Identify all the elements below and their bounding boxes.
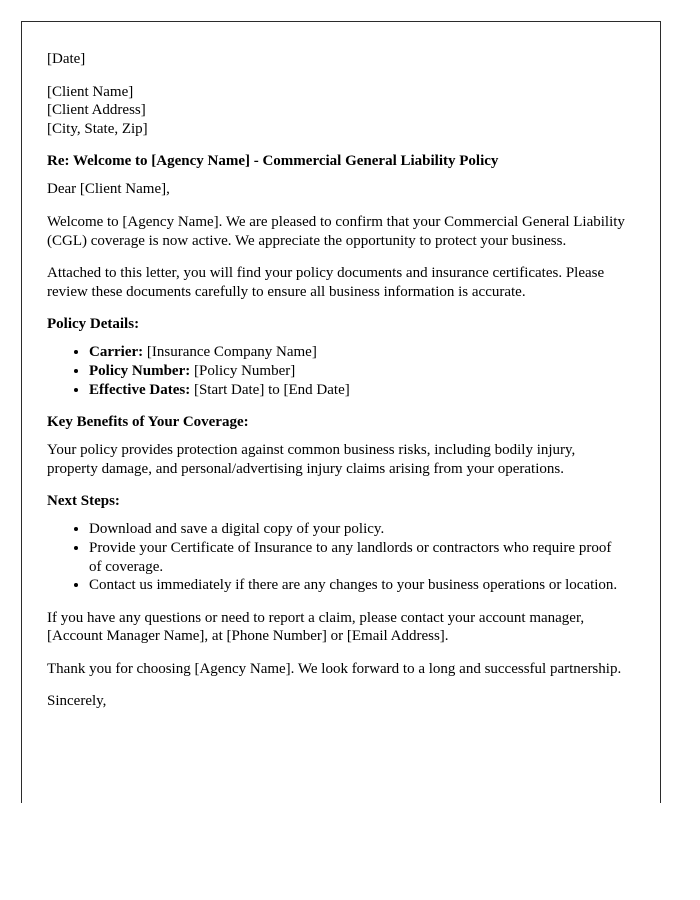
- intro-paragraph: Welcome to [Agency Name]. We are pleased to confirm that your Commercial General Liability (CGL) coverage is now active. We appreciate the opportunity to protect your business.: [47, 213, 625, 249]
- recipient-address-block: [47, 83, 627, 139]
- policy-details-list: [47, 343, 627, 399]
- attachment-paragraph: Attached to this letter, you will find your policy documents and insurance certificates. Please review these documents carefully to ensure all business information is accurate.: [47, 265, 605, 300]
- signoff: Sincerely,: [47, 693, 107, 710]
- salutation-block: [47, 180, 627, 199]
- document-page: [21, 21, 661, 803]
- policy-detail-label-policy-number: Policy Number:: [89, 362, 191, 379]
- attachment-paragraph-block: [47, 264, 627, 301]
- top-spacer: [47, 22, 627, 50]
- list-item: [89, 343, 627, 362]
- policy-detail-value-policy-number: [Policy Number]: [193, 362, 296, 379]
- contact-paragraph-block: [47, 609, 627, 646]
- date-line: [Date]: [47, 51, 86, 67]
- closing-paragraph: Thank you for choosing [Agency Name]. We look forward to a long and successful partnership.: [47, 660, 622, 677]
- key-benefits-paragraph-block: [47, 441, 627, 478]
- list-item: • Download and save a digital copy of your policy.: [89, 520, 627, 539]
- signoff-block: [47, 692, 627, 711]
- letter-body: [47, 22, 627, 711]
- policy-detail-label-carrier: Carrier:: [89, 344, 144, 361]
- policy-details-heading: Policy Details:: [47, 316, 140, 333]
- list-item: • Provide your Certificate of Insurance to any landlords or contractors who require proof of coverage.: [89, 539, 627, 576]
- date-block: [47, 50, 627, 69]
- key-benefits-heading: Key Benefits of Your Coverage:: [47, 414, 249, 431]
- next-steps-heading: Next Steps:: [47, 493, 120, 510]
- salutation: Dear [Client Name],: [47, 181, 170, 198]
- list-item: [89, 362, 627, 381]
- list-item: • Contact us immediately if there are any changes to your business operations or location.: [89, 576, 627, 595]
- closing-paragraph-block: [47, 660, 627, 679]
- policy-detail-value-carrier: [Insurance Company Name]: [146, 344, 317, 361]
- policy-detail-label-effective-dates: Effective Dates:: [89, 381, 191, 398]
- next-steps-list: [47, 520, 627, 594]
- subject-line: Re: Welcome to [Agency Name] - Commercial General Liability Policy: [47, 153, 499, 170]
- policy-detail-value-effective-dates: [Start Date] to [End Date]: [193, 381, 350, 398]
- contact-paragraph: If you have any questions or need to report a claim, please contact your account manager, [Account Manager Name], at [Phone Number] or [Email Address].: [47, 609, 585, 645]
- list-item: [89, 381, 627, 400]
- recipient-line-address: [Client Address]: [47, 102, 146, 119]
- recipient-line-city-state-zip: [City, State, Zip]: [47, 120, 148, 137]
- intro-paragraph-block: [47, 213, 627, 250]
- recipient-line-name: [Client Name]: [47, 83, 134, 100]
- key-benefits-paragraph: Your policy provides protection against common business risks, including bodily injury, property damage, and personal/advertising injury claims arising from your operations.: [47, 442, 576, 477]
